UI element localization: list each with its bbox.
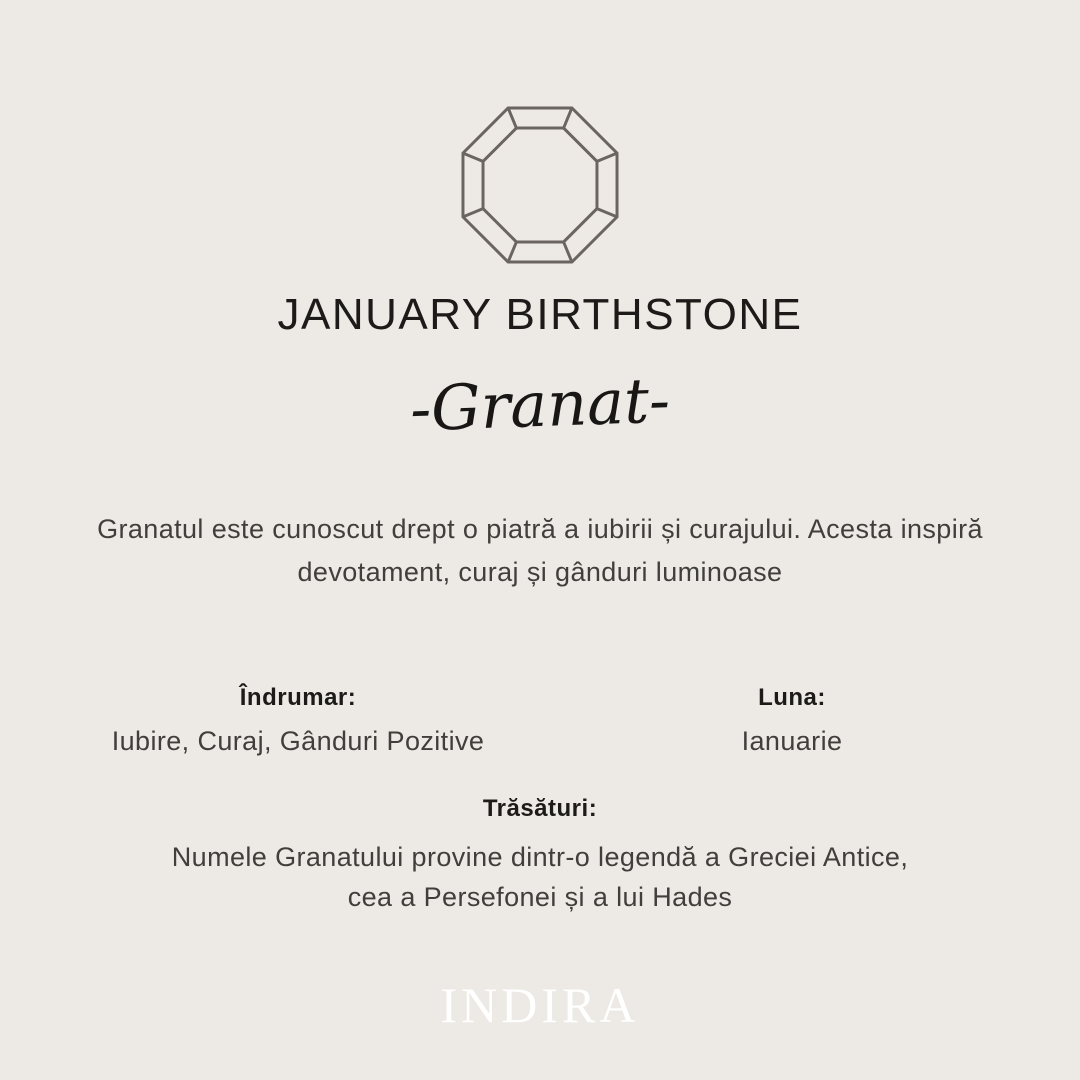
guidance-label: Îndrumar: <box>239 684 357 711</box>
traits-value: Numele Granatului provine dintr-o legendă a Greciei Antice, cea a Persefonei și a lui Hades <box>171 842 909 912</box>
gem-icon <box>461 106 619 264</box>
month-value: Ianuarie <box>741 726 843 756</box>
guidance-column <box>98 684 498 757</box>
traits-block <box>160 795 920 917</box>
brand-logo: INDIRA <box>440 977 640 1033</box>
guidance-value: Iubire, Curaj, Gânduri Pozitive <box>111 726 485 756</box>
intro-paragraph: Granatul este cunoscut drept o piatră a iubirii și curajului. Acesta inspiră devotament, curaj și gânduri luminoase <box>97 514 983 587</box>
page-title: JANUARY BIRTHSTONE <box>277 290 803 339</box>
month-label: Luna: <box>758 684 826 711</box>
subtitle-script: -Granat- <box>408 363 672 446</box>
month-column <box>642 684 942 757</box>
traits-label: Trăsături: <box>482 795 598 822</box>
